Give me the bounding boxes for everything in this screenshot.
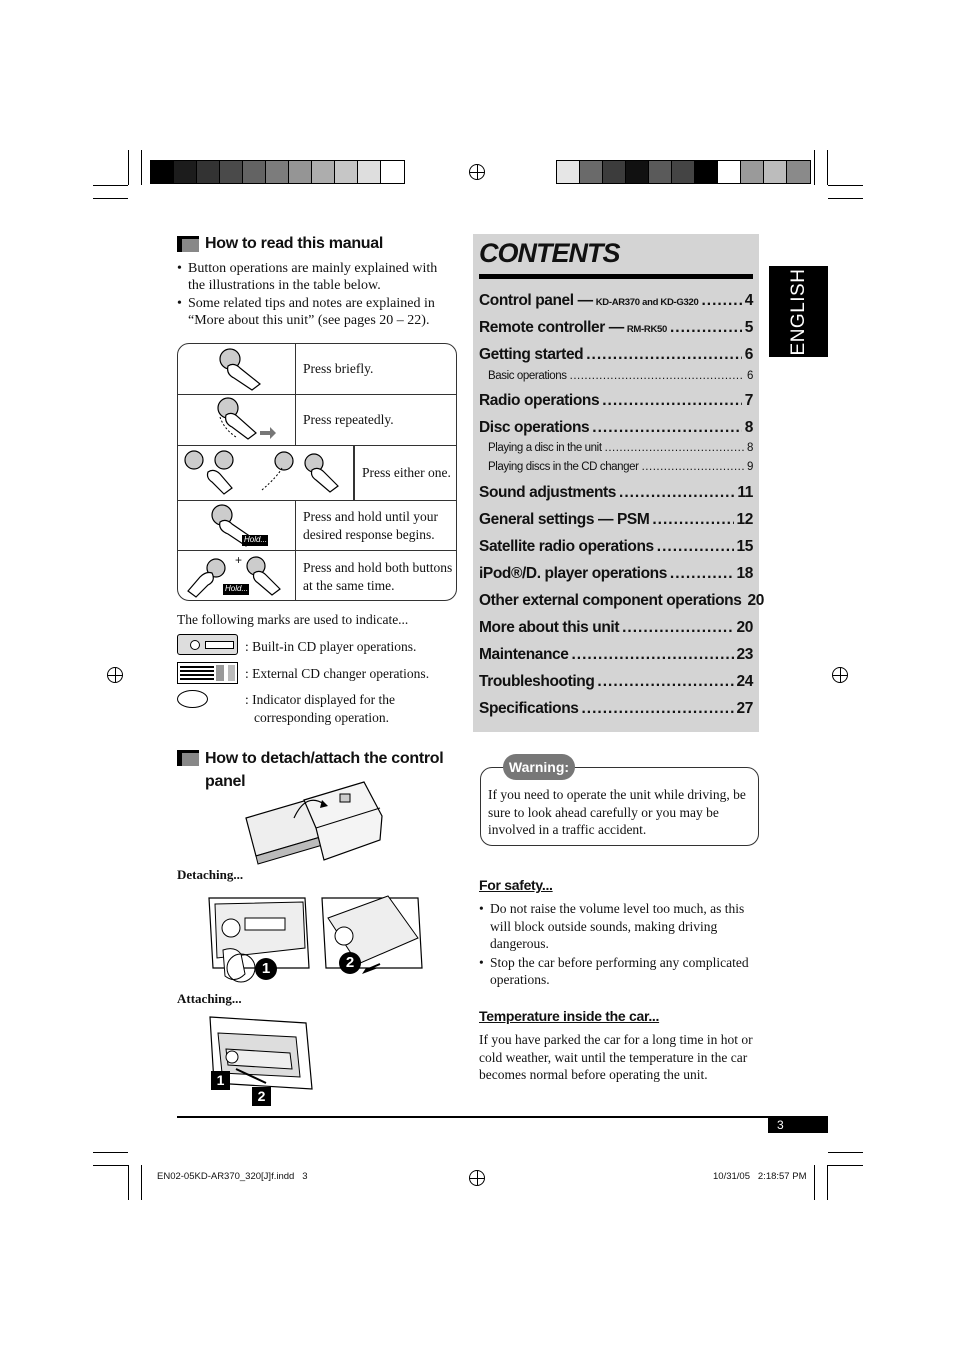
color-bar-right (556, 160, 811, 184)
toc-model: KD-AR370 and KD-G320 (595, 297, 699, 308)
section-marker-icon (177, 236, 199, 252)
table-row (178, 344, 456, 395)
detach-step2-illustration (318, 888, 424, 978)
color-swatch (557, 161, 580, 183)
color-swatch (358, 161, 381, 183)
toc-page: 7 (744, 392, 753, 409)
toc-title: Other external component operations (479, 592, 742, 609)
toc-leader (586, 346, 742, 364)
builtin-cd-icon (177, 634, 238, 655)
color-swatch (603, 161, 626, 183)
press-either-illustration (178, 446, 354, 500)
toc-model: RM-RK50 (626, 324, 667, 335)
mark-indicator-label: : Indicator displayed for the corresponding operation. (245, 692, 395, 725)
op-label: Press either one. (354, 446, 456, 500)
toc-leader (602, 392, 742, 410)
finger-press-icon (178, 344, 296, 394)
mark-builtin-cd-label: : Built-in CD player operations. (245, 639, 417, 654)
toc-title: Basic operations (488, 370, 567, 382)
toc-title: Control panel — (479, 292, 593, 309)
toc-page: 6 (744, 346, 753, 363)
toc-item (479, 392, 753, 410)
color-swatch (381, 161, 404, 183)
toc-title: Remote controller — (479, 319, 624, 336)
registration-mark-icon (469, 164, 485, 180)
toc-item (479, 511, 753, 529)
toc-item (479, 700, 753, 718)
marks-intro: The following marks are used to indicate... (177, 612, 409, 627)
toc-title: Playing discs in the CD changer (488, 461, 639, 473)
indicator-oval-icon (177, 690, 208, 708)
press-both-illustration (178, 551, 296, 601)
toc-page: 6 (747, 370, 753, 382)
toc-title: iPod®/D. player operations (479, 565, 667, 582)
how-to-read-heading: How to read this manual (177, 235, 383, 253)
toc-leader (642, 461, 744, 473)
color-swatch (174, 161, 197, 183)
contents-rule (479, 274, 753, 279)
op-label: Press repeatedly. (303, 412, 394, 427)
toc-title: Disc operations (479, 419, 590, 436)
toc-item (479, 646, 753, 664)
toc-item (479, 319, 753, 337)
toc-page: 15 (736, 538, 753, 555)
step-2-square: 2 (252, 1087, 271, 1106)
safety-heading: For safety... (479, 877, 553, 893)
table-row (178, 501, 456, 551)
toc-item (488, 370, 753, 382)
plus-sign: + (235, 553, 243, 567)
temperature-text: If you have parked the car for a long time in hot or cold weather, wait until the temperature in the car becomes normal before operating the unit. (479, 1032, 753, 1082)
warning-label: Warning: (503, 754, 575, 780)
detach-heading: How to detach/attach the control panel (177, 747, 443, 793)
color-swatch (197, 161, 220, 183)
toc-leader (652, 511, 733, 529)
toc-page: 8 (744, 419, 753, 436)
toc-page: 20 (736, 619, 753, 636)
toc-page: 12 (736, 511, 753, 528)
toc-item (488, 461, 753, 473)
detaching-label: Detaching... (177, 867, 244, 882)
page-number: 3 (768, 1118, 828, 1133)
toc-page: 9 (747, 461, 753, 473)
toc-leader (619, 484, 734, 502)
color-swatch (626, 161, 649, 183)
toc-item (479, 419, 753, 437)
toc-leader (597, 673, 733, 691)
toc-leader (701, 292, 741, 310)
list-item: • Do not raise the volume level too much, as this will block outside sounds, making driving dangerous. (479, 900, 761, 953)
contents-title: CONTENTS (479, 238, 620, 268)
control-panel-case-illustration (244, 778, 386, 870)
toc-title: Sound adjustments (479, 484, 617, 501)
toc-item (479, 346, 753, 364)
toc-leader (582, 700, 734, 718)
color-swatch (151, 161, 174, 183)
color-bar-left (150, 160, 405, 184)
color-swatch (672, 161, 695, 183)
toc-page: 27 (736, 700, 753, 717)
toc-item (479, 619, 753, 637)
toc-leader (622, 619, 733, 637)
toc-leader (570, 370, 744, 382)
contents-panel (473, 234, 764, 732)
toc-title: Specifications (479, 700, 579, 717)
press-repeatedly-illustration (178, 395, 296, 445)
color-swatch (649, 161, 672, 183)
toc-title: Satellite radio operations (479, 538, 654, 555)
toc-leader (657, 538, 734, 556)
safety-bullets (479, 900, 761, 990)
hold-badge: Hold... (244, 535, 268, 544)
hold-badge: Hold... (225, 584, 249, 593)
op-label: Press and hold both buttons at the same time. (303, 559, 453, 593)
language-tab (769, 266, 828, 357)
footer-date: 10/31/05 2:18:57 PM (713, 1171, 807, 1182)
color-swatch (718, 161, 741, 183)
registration-mark-icon (469, 1170, 485, 1186)
bottom-rule (177, 1116, 828, 1118)
press-briefly-illustration (178, 344, 296, 394)
how-to-read-bullets (177, 260, 457, 330)
toc-title: Maintenance (479, 646, 569, 663)
section-marker-icon (177, 750, 199, 766)
color-swatch (312, 161, 335, 183)
temperature-heading: Temperature inside the car... (479, 1008, 660, 1024)
toc-page: 18 (736, 565, 753, 582)
toc-title: Getting started (479, 346, 584, 363)
toc-leader (670, 565, 734, 583)
toc-page: 11 (737, 484, 753, 501)
toc-item (479, 592, 764, 610)
toc-page: 8 (747, 442, 753, 454)
toc-title: More about this unit (479, 619, 620, 636)
color-swatch (266, 161, 289, 183)
toc-title: Playing a disc in the unit (488, 442, 602, 454)
language-tab-label: ENGLISH (787, 268, 809, 355)
toc-item (479, 565, 753, 583)
table-row (178, 551, 456, 601)
mark-cd-changer-label: : External CD changer operations. (245, 666, 430, 681)
list-item: • Some related tips and notes are explained in “More about this unit” (see pages 20 – 22). (177, 295, 457, 329)
table-row (178, 395, 456, 446)
toc-page: 5 (744, 319, 753, 336)
toc-page: 23 (736, 646, 753, 663)
press-hold-illustration (178, 501, 296, 550)
table-row (178, 446, 456, 501)
warning-text: If you need to operate the unit while driving, be sure to look ahead carefully or you may be involved in a traffic accident. (488, 787, 746, 837)
toc-page: 24 (736, 673, 753, 690)
list-item: • Button operations are mainly explained with the illustrations in the table below. (177, 260, 457, 294)
color-swatch (787, 161, 810, 183)
step-2-badge: 2 (339, 952, 361, 974)
color-swatch (220, 161, 243, 183)
toc-item (479, 673, 753, 691)
toc-title: General settings — PSM (479, 511, 650, 528)
toc-leader (592, 419, 741, 437)
color-swatch (580, 161, 603, 183)
toc-leader (572, 646, 734, 664)
step-1-square: 1 (211, 1071, 230, 1090)
color-swatch (741, 161, 764, 183)
toc-title: Radio operations (479, 392, 600, 409)
toc-leader (670, 319, 742, 337)
toc-leader (605, 442, 744, 454)
toc-page: 4 (744, 292, 753, 309)
two-buttons-icon (178, 446, 354, 500)
color-swatch (764, 161, 787, 183)
attaching-label: Attaching... (177, 991, 242, 1006)
finger-hold-icon (178, 501, 296, 551)
color-swatch (335, 161, 358, 183)
finger-repeat-icon (178, 395, 296, 445)
op-label: Press briefly. (303, 361, 374, 376)
footer-file: EN02-05KD-AR370_320[J]f.indd 3 (157, 1171, 308, 1182)
color-swatch (289, 161, 312, 183)
cd-changer-icon (177, 662, 238, 684)
toc-item (479, 292, 753, 310)
list-item: • Stop the car before performing any complicated operations. (479, 954, 761, 989)
toc-item (488, 442, 753, 454)
registration-mark-icon (107, 667, 123, 683)
color-swatch (695, 161, 718, 183)
registration-mark-icon (832, 667, 848, 683)
step-1-badge: 1 (255, 958, 277, 980)
toc-page: 20 (747, 592, 764, 609)
color-swatch (243, 161, 266, 183)
toc-item (479, 538, 753, 556)
button-operations-table (177, 343, 457, 601)
toc-title: Troubleshooting (479, 673, 595, 690)
toc-item (479, 484, 753, 502)
op-label: Press and hold until your desired response begins. (303, 508, 438, 542)
